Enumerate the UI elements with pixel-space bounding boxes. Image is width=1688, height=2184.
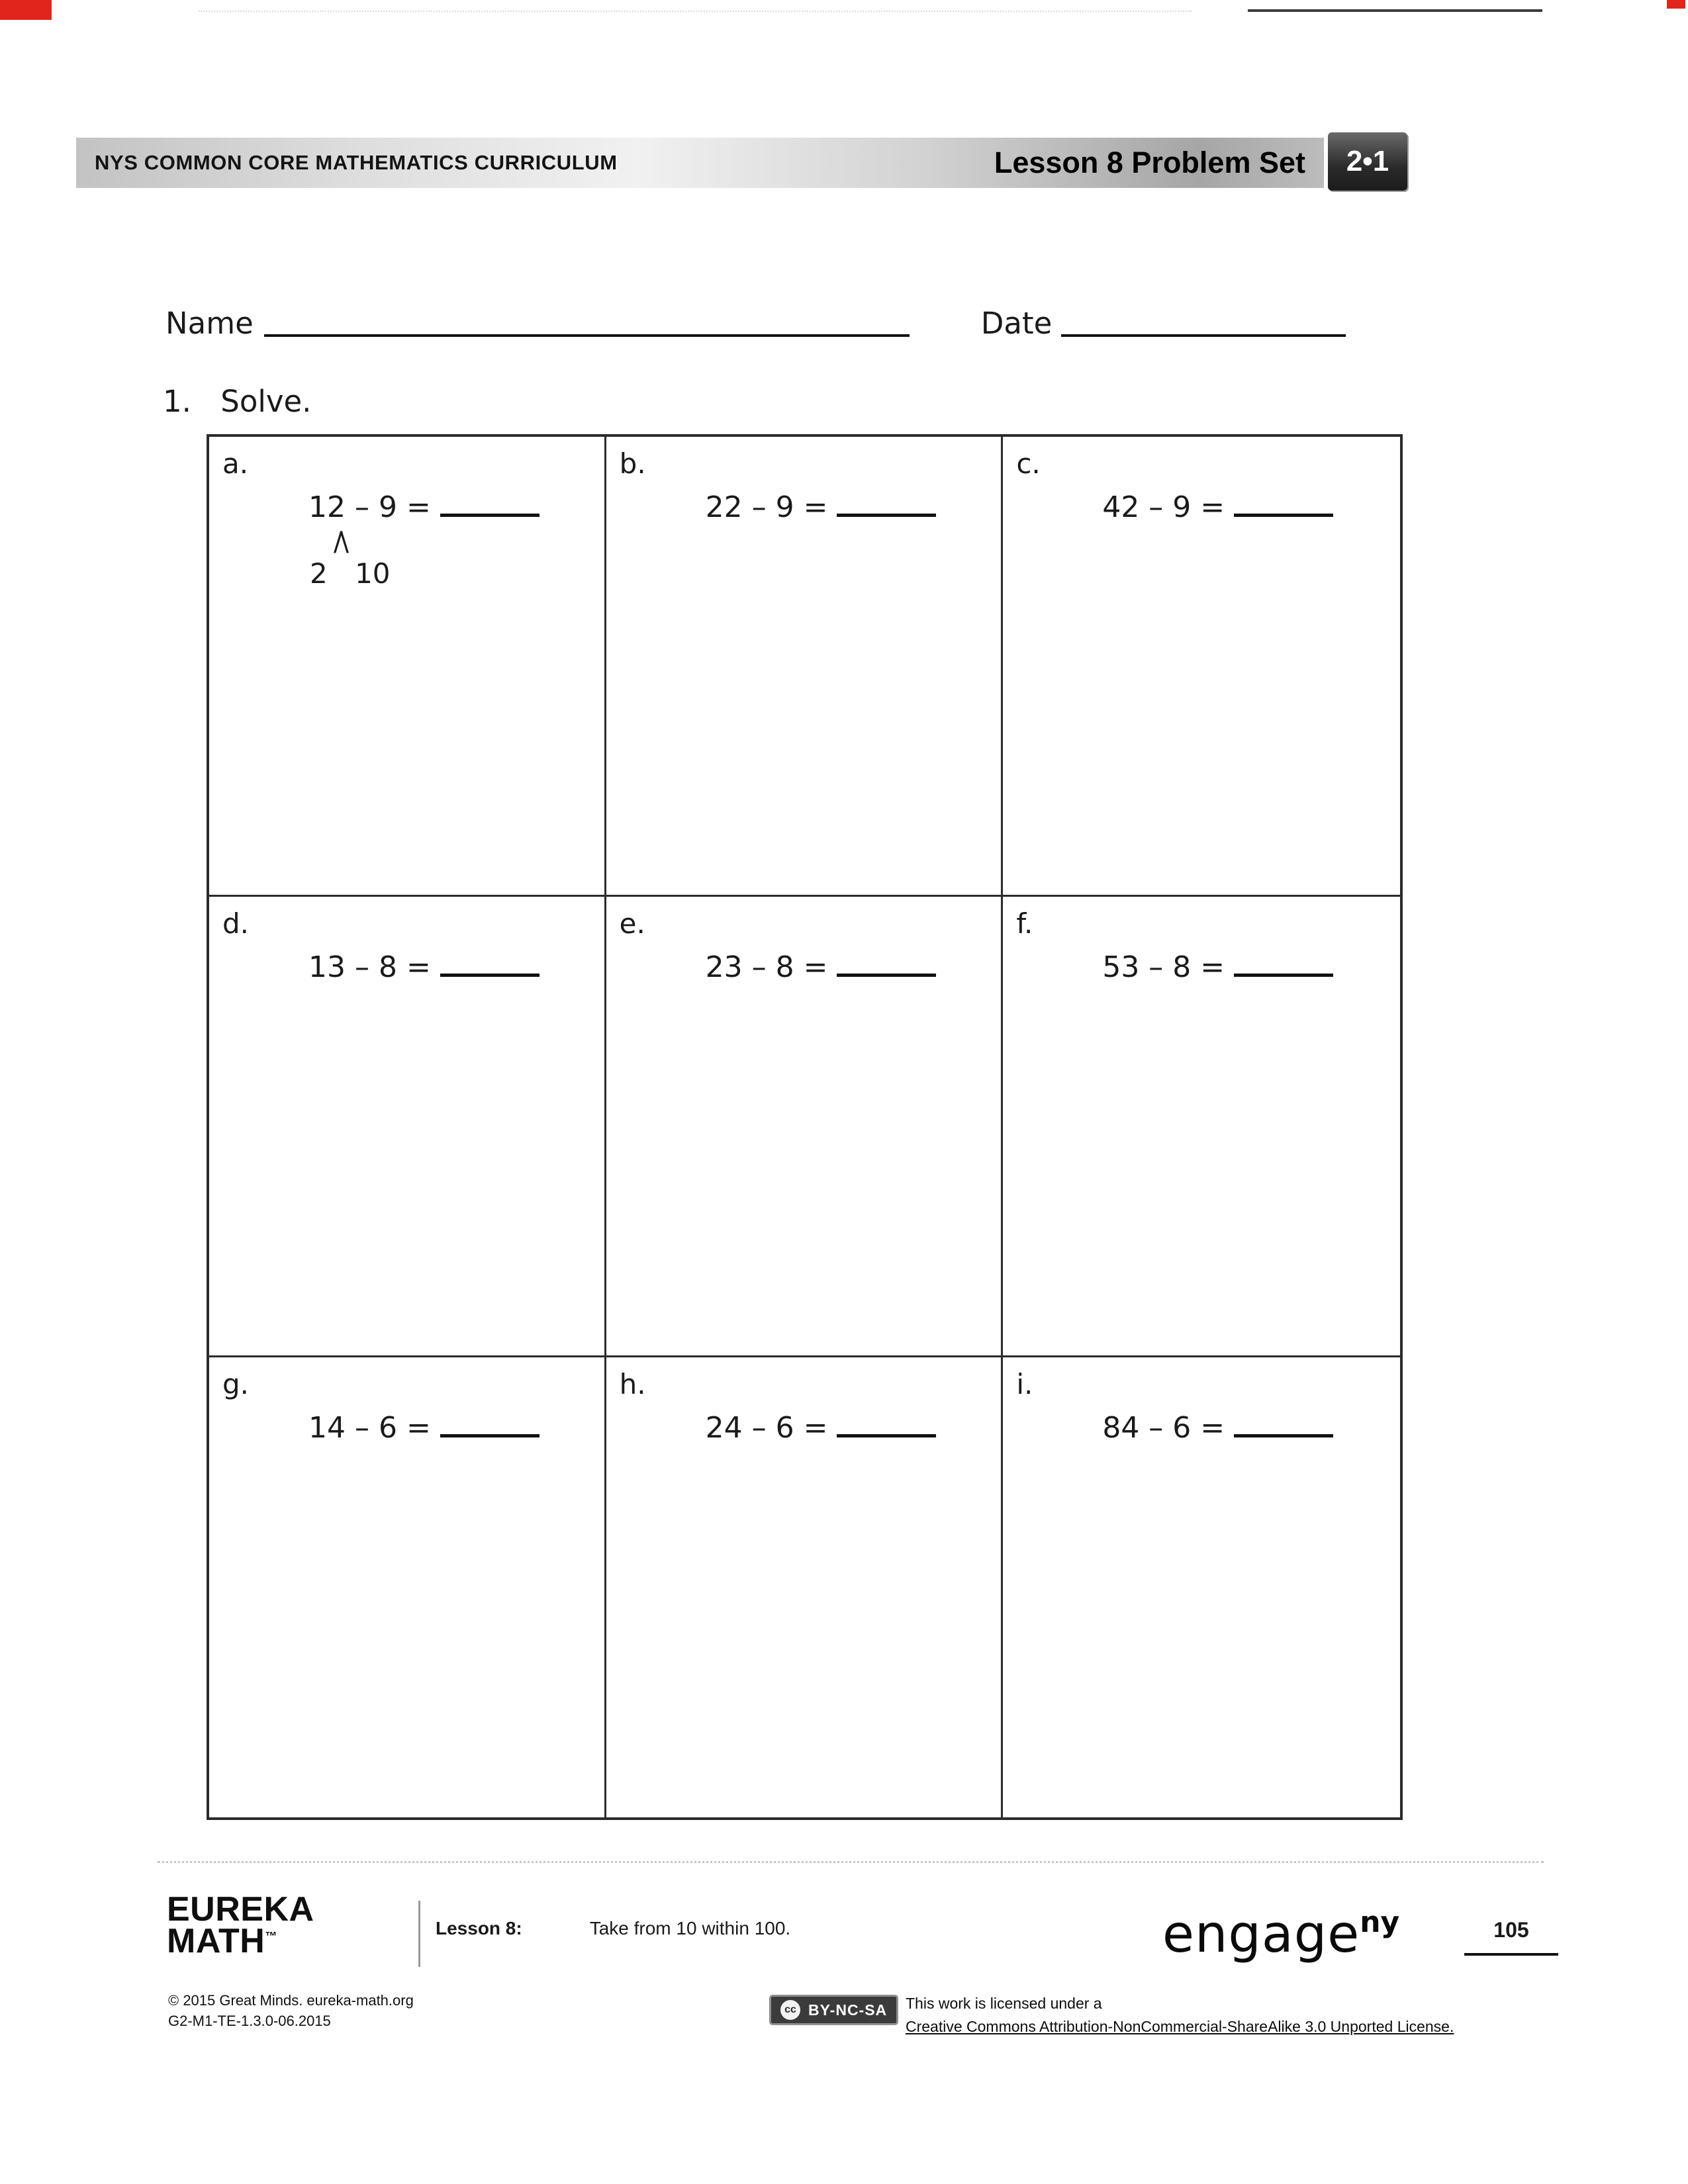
problem-cell-e	[606, 897, 1004, 1357]
answer-blank	[837, 510, 936, 517]
engage-ny-logo	[1162, 1905, 1399, 1964]
page-number: 105	[1464, 1918, 1558, 1956]
problem-cell-i	[1003, 1357, 1400, 1817]
lesson-reference	[436, 1918, 790, 1939]
answer-blank	[440, 510, 539, 517]
problem-grid	[207, 434, 1403, 1820]
copyright-block	[168, 1991, 414, 2032]
problem-label: i.	[1016, 1367, 1033, 1400]
engage-ny-superscript: ny	[1360, 1905, 1400, 1939]
date-write-line	[1061, 330, 1346, 337]
number-bond-branches: /\	[334, 527, 346, 557]
problem-cell-h	[606, 1357, 1004, 1817]
question-row	[163, 384, 311, 419]
answer-blank	[1234, 1431, 1333, 1437]
scan-red-mark-right	[1667, 0, 1685, 9]
problem-equation	[706, 1411, 988, 1445]
problem-cell-c	[1003, 437, 1400, 897]
copyright-line1: © 2015 Great Minds. eureka-math.org	[168, 1992, 414, 2009]
problem-label: b.	[619, 447, 646, 480]
equation-text: 42 – 9 =	[1102, 490, 1225, 524]
problem-label: c.	[1016, 447, 1041, 480]
problem-equation	[1102, 950, 1387, 984]
trademark-symbol: ™	[265, 1929, 277, 1943]
problem-label: a.	[222, 447, 249, 480]
problem-equation	[706, 950, 988, 984]
scan-red-mark-left	[0, 0, 52, 20]
name-date-row	[165, 306, 1542, 341]
license-link[interactable]: Creative Commons Attribution-NonCommercial-ShareAlike 3.0 Unported License.	[906, 2017, 1454, 2035]
problem-equation	[308, 1411, 591, 1445]
problem-equation	[308, 490, 591, 524]
problem-label: d.	[222, 907, 250, 940]
name-write-line	[264, 330, 910, 337]
answer-blank	[440, 1431, 539, 1437]
equation-text: 53 – 8 =	[1102, 950, 1225, 985]
name-label: Name	[165, 306, 254, 341]
problem-cell-b	[606, 437, 1004, 897]
number-bond-parts: 2 10	[310, 557, 391, 590]
lesson-title: Lesson 8 Problem Set	[994, 146, 1305, 179]
curriculum-title: NYS COMMON CORE MATHEMATICS CURRICULUM	[95, 151, 618, 174]
footer-separator	[158, 1861, 1544, 1863]
answer-blank	[440, 970, 539, 977]
problem-equation	[706, 490, 988, 524]
eureka-logo-line2: MATH™	[167, 1921, 277, 1960]
eureka-logo-line1: EUREKA	[167, 1890, 314, 1929]
problem-cell-g	[209, 1357, 606, 1817]
problem-label: g.	[222, 1367, 250, 1400]
problem-cell-a	[209, 437, 606, 897]
cc-icon: cc	[780, 2000, 800, 2020]
answer-blank	[1234, 510, 1333, 517]
equation-text: 14 – 6 =	[308, 1410, 431, 1445]
equation-text: 84 – 6 =	[1102, 1410, 1225, 1445]
problem-equation	[1102, 490, 1387, 524]
date-label: Date	[980, 306, 1053, 341]
equation-text: 13 – 8 =	[308, 950, 431, 985]
license-intro: This work is licensed under a	[906, 1995, 1102, 2012]
problem-label: h.	[619, 1367, 646, 1400]
engage-text: engage	[1162, 1905, 1360, 1964]
scan-dark-line	[1248, 9, 1542, 12]
lesson-ref-description: Take from 10 within 100.	[589, 1918, 791, 1938]
creative-commons-badge[interactable]	[769, 1995, 898, 2025]
eureka-math-logo	[167, 1890, 314, 1960]
header-band	[76, 138, 1324, 188]
license-block	[906, 1992, 1454, 2038]
equation-text: 22 – 9 =	[705, 490, 828, 524]
cc-license-type: BY-NC-SA	[808, 2001, 888, 2019]
question-text: Solve.	[220, 384, 312, 419]
answer-blank	[837, 970, 936, 977]
problem-equation	[1102, 1411, 1387, 1445]
equation-text: 24 – 6 =	[705, 1410, 828, 1445]
problem-equation	[308, 950, 591, 984]
answer-blank	[1234, 970, 1333, 977]
question-number: 1.	[163, 384, 191, 419]
module-badge: 2•1	[1328, 132, 1407, 191]
lesson-ref-label: Lesson 8:	[436, 1918, 522, 1938]
problem-label: f.	[1016, 907, 1033, 940]
answer-blank	[837, 1431, 936, 1437]
footer-vertical-divider	[418, 1901, 420, 1967]
scan-faint-line	[199, 11, 1192, 12]
problem-label: e.	[619, 907, 645, 940]
problem-cell-f	[1003, 897, 1400, 1357]
copyright-line2: G2-M1-TE-1.3.0-06.2015	[168, 2012, 331, 2029]
problem-cell-d	[209, 897, 606, 1357]
equation-text: 12 – 9 =	[308, 490, 431, 524]
equation-text: 23 – 8 =	[705, 950, 828, 985]
